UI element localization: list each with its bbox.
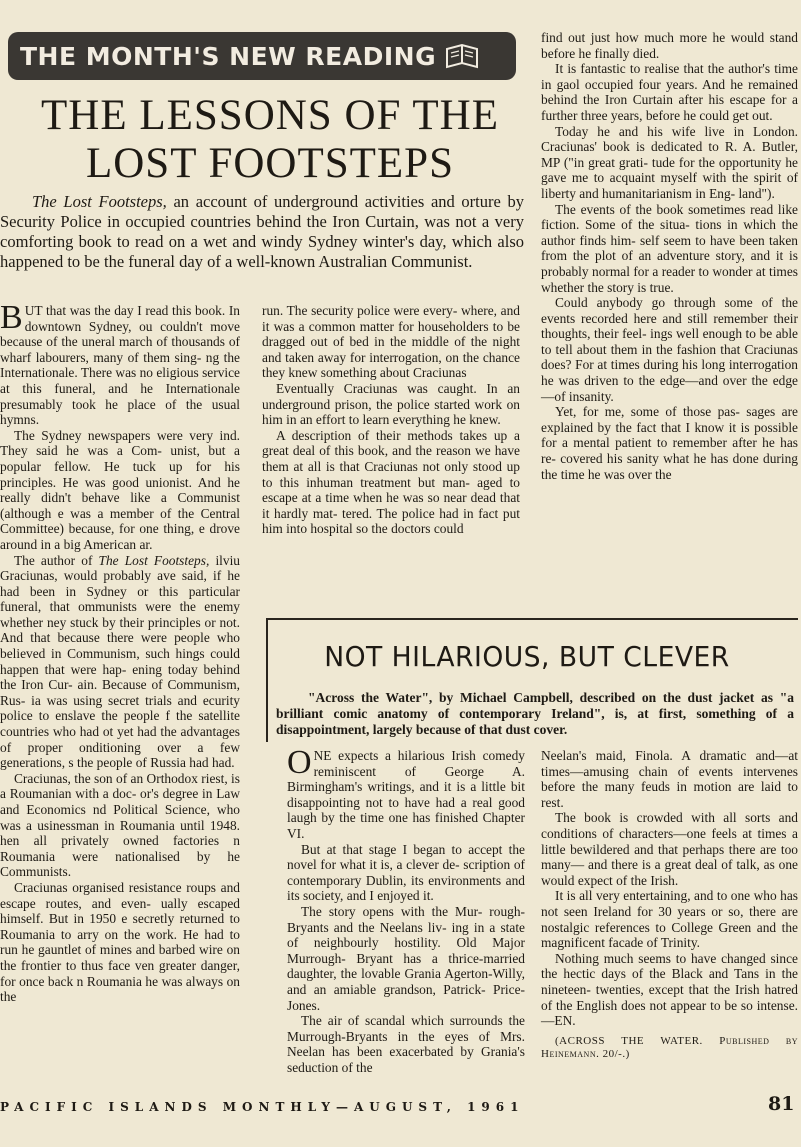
article-headline (30, 92, 510, 188)
footer-masthead: PACIFIC ISLANDS MONTHLY—AUGUST, 1961 (0, 1100, 525, 1114)
paragraph: A description of their methods takes up a great deal of this book, and the reason we have them at all is that Craciunas not only stood up to this inhuman treatment but man- aged to escape at a time when he was so near dead that it hardly mat- tered. The police had in fact put him into hospital so the doctors could (262, 427, 520, 537)
paragraph (0, 553, 240, 771)
headline-line-2: LOST FOOTSTEPS (85, 140, 455, 187)
banner-label: THE MONTH'S NEW READING (20, 41, 437, 71)
paragraph: It is fantastic to realise that the author's time in gaol occupied four years. And he remained behind the Iron Curtain after his escape for a further three years, before he could get out. (541, 61, 798, 123)
article-column-2 (262, 303, 520, 537)
drop-cap: B (0, 299, 23, 336)
book-icon (444, 41, 480, 71)
headline-line-1: THE LESSONS OF THE (41, 92, 499, 139)
paragraph: But at that stage I began to accept the novel for what it is, a clever de- scription of contemporary Dublin, its environments and its society, and I enjoyed it. (287, 841, 525, 904)
book-title: The Lost Footsteps, (98, 552, 210, 568)
paragraph: find out just how much more he would stand before he finally died. (541, 30, 798, 61)
paragraph: It is all very entertaining, and to one who has not seen Ireland for 30 years or so, there are nostalgic references to College Green and the magnificent facade of Trinity. (541, 888, 798, 951)
paragraph: Could anybody go through some of the events recorded here and still remember their thoughts, their feel- ings well enough to be able to tell about them in the fashion that Craciunas does? For at times during his long interrogation he was driven to the edge—and over the edge—of insanity. (541, 295, 798, 404)
paragraph: The events of the book sometimes read like fiction. Some of the situa- tions in which the author finds him- self seem to have been taken from the plot of an adventure story, and it is probably normal for a reader to wonder at times whether the story is true. (541, 201, 798, 295)
review-column-2 (541, 748, 798, 1061)
paragraph: The story opens with the Mur- rough-Bryants and the Neelans liv- ing in a state of neighbourly hostility. Old Major Murrough- Bryant has a thrice-married daughter, the lovable Grania Agerton-Willy, and an amiable grandson, Patrick- Price-Jones. (287, 903, 525, 1013)
paragraph: Eventually Craciunas was caught. In an underground prison, the police started work on him in an effort to learn everything he knew. (262, 380, 520, 428)
paragraph: Neelan's maid, Finola. A dramatic and—at times—amusing chain of events intervenes before the many feuds in motion are laid to rest. (541, 748, 798, 810)
page-number: 81 (768, 1093, 795, 1115)
paragraph: The book is crowded with all sorts and conditions of characters—one feels at times a little bewildered and that perhaps there are too many— and there is a great deal of talk, as one would expect of the Irish. (541, 810, 798, 888)
paragraph: The air of scandal which surrounds the Murrough-Bryants in the eyes of Mrs. Neelan has been exacerbated by Grania's seduction of the (287, 1013, 525, 1075)
drop-cap: O (287, 744, 312, 781)
review-deck: "Across the Water", by Michael Campbell, described on the dust jacket as "a brilliant comic anatomy of contemporary Ireland", is, at first, something of a disappointment, largely because of that dust cover. (276, 690, 794, 737)
intro-text: an account of underground activities and orture by Security Police in occupied countries behind the Iron Curtain, was not a very comforting book to read on a wet and windy Sydney winter's day, which also happened to be the funeral day of a well-known Australian Communist. (0, 192, 524, 271)
paragraph: Today he and his wife live in London. Craciunas' book is dedicated to R. A. Butler, MP ("in great grati- tude for the opportunity he gave me to acquaint myself with the spirit of liberty and humanitarianism in Eng- land"). (541, 123, 798, 201)
paragraph-text: The author of (14, 552, 99, 568)
review-column-1 (287, 744, 525, 1075)
paragraph: Craciunas, the son of an Orthodox riest, is a Roumanian with a doc- or's degree in Law and Economics nd Political Science, who was a usinessman in Roumania until 1948. hen all privately owned factories n Roumania were nationalised by he Communists. (0, 770, 240, 880)
article-intro (0, 192, 524, 272)
paragraph: Craciunas organised resistance roups and escape routes, and even- ually escaped himself. But in 1950 e secretly returned to Roumania to arry on the work. He had to run he gauntlet of mines and barbed wire on the frontier to thus face ven greater danger, for once back n Roumania he was always on the (0, 879, 240, 1005)
paragraph (0, 299, 240, 428)
paragraph: Nothing much seems to have changed since the hectic days of the Black and Tans in the nineteen- twenties, except that the Irish hatred of the English does not appear to be so intense.—EN. (541, 950, 798, 1029)
paragraph: Yet, for me, some of those pas- sages are explained by the fact that I know it is possible for a mental patient to remember after he has re- covered his sanity what he has done during the time he was over the (541, 404, 798, 482)
review-title: NOT HILARIOUS, BUT CLEVER (324, 640, 730, 673)
paragraph-text: NE expects a hilarious Irish comedy reminiscent of George A. Birmingham's writings, and it is a little bit disappointing not to have had a real good laugh by the time one has finished Chapter VI. (287, 748, 525, 841)
article-column-1 (0, 299, 240, 1005)
review-credit: (ACROSS THE WATER. Published by Heinemann. 20/-.) (541, 1034, 798, 1060)
paragraph (287, 744, 525, 842)
paragraph-text: ilviu Graciunas, would probably ave said, if he had been in Sydney or this particular funeral, that ommunists were the enemy whether ney stuck by their principles or not. And that because there were people who believed in Communism, such hings could happen that were hap- ening today behind the Iron Cur- ain. Because of Communism, Rus- ia was using secret trials and ecurity police to enslave the people f the satellite countries who had ot yet had the advantages of proper onditioning over a few generations, s the people of Russia had had. (0, 552, 240, 771)
section-banner (8, 32, 516, 80)
article-column-3 (541, 30, 798, 482)
paragraph: The Sydney newspapers were very ind. They said he was a Com- unist, but a popular fellow. He tuck up for his principles. He was good unionist. And he really didn't behave like a Communist (although e was a member of the Central Committee) because, for one thing, e drove around in a big American ar. (0, 427, 240, 552)
paragraph-text: UT that was the day I read this book. In downtown Sydney, ou couldn't move because of the uneral march of thousands of wharf labourers, many of them sing- ng the Internationale. There was no eligious service at this funeral, and he Internationale presumably took he place of the usual hymns. (0, 303, 240, 428)
paragraph: run. The security police were every- where, and it was a common matter for householders to be dragged out of bed in the middle of the night and taken away for interrogation, on the chance they knew something about Craciunas (262, 303, 520, 381)
intro-book-title: The Lost Footsteps, (32, 192, 167, 211)
